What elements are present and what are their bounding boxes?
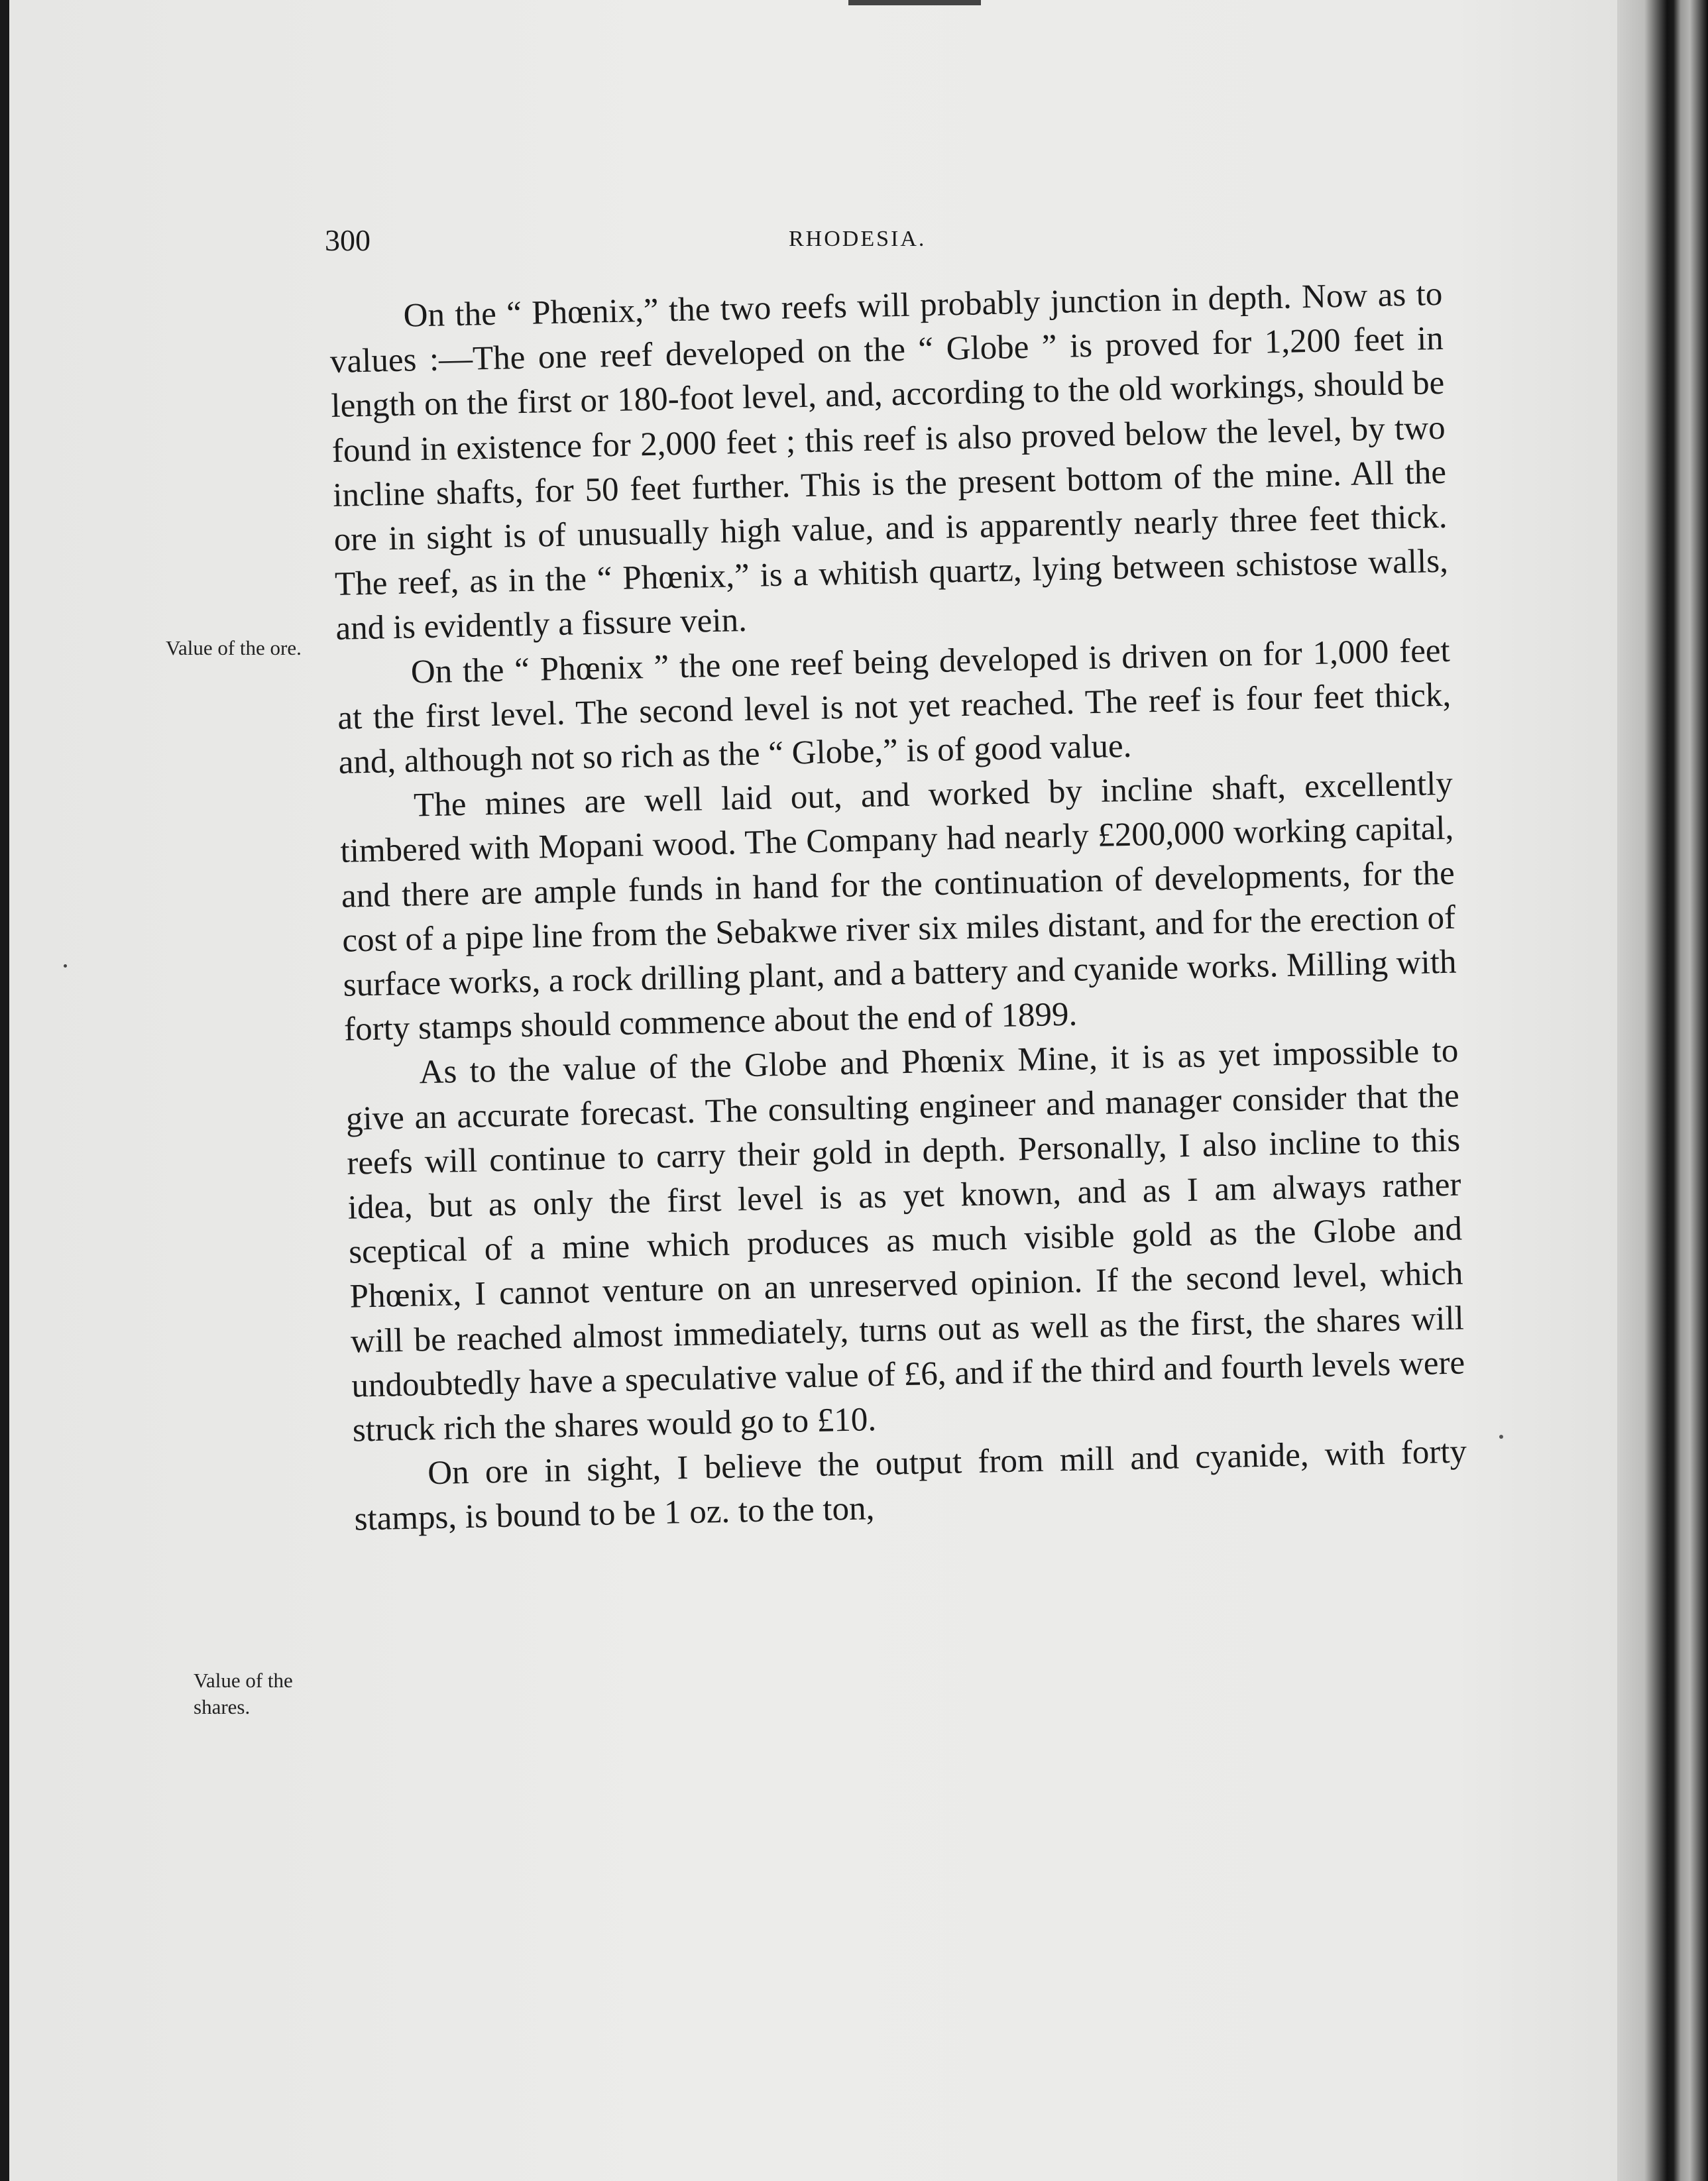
sidenote-value-of-ore xyxy=(166,635,318,661)
paragraph: On the “ Phœnix ” the one reef being developed is driven on for 1,000 feet at the first level. The second level is not yet reached. The reef is four feet thick, and, although not so rich as the “ Globe,” is of good value. xyxy=(337,632,1452,781)
scan-top-shadow xyxy=(848,0,981,5)
dust-speck xyxy=(64,964,67,968)
paragraph: On ore in sight, I believe the output from mill and cyanide, with forty stamps, is bound to be 1 oz. to the ton, xyxy=(354,1433,1467,1539)
dust-speck xyxy=(1499,1435,1503,1439)
running-head: RHODESIA. xyxy=(789,227,927,251)
sidenote-text: Value of the shares. xyxy=(194,1669,293,1718)
sidenote-value-of-shares xyxy=(194,1667,346,1720)
body-text xyxy=(329,272,1468,1542)
paragraph: The mines are well laid out, and worked by incline shaft, excellently timbered with Mopani wood. The Company had nearly £200,000 working capital, and there are ample funds in hand for the continuation of developments, for the cost of a pipe line from the Sebakwe river six miles distant, and for the erection of surface works, a rock drilling plant, and a battery and cyanide works. Milling with forty stamps should commence about the end of 1899. xyxy=(339,765,1457,1049)
book-gutter xyxy=(1617,0,1708,2181)
paragraph: As to the value of the Globe and Phœnix Mine, it is as yet impossible to give an accurate forecast. The consulting engineer and manager consider that the reefs will continue to carry their gold in depth. Personally, I also incline to this idea, but as only the first level is as yet known, and as I am always rather sceptical of a mine which produces as much visible gold as the Globe and Phœnix, I cannot venture on an unreserved opinion. If the second level, which will be reached almost immediately, turns out as well as the first, the shares will undoubtedly have a speculative value of £6, and if the third and fourth levels were struck rich the shares would go to £10. xyxy=(345,1033,1465,1449)
page-left-edge xyxy=(0,0,9,2181)
sidenote-text: Value of the ore. xyxy=(166,636,302,659)
paragraph: On the “ Phœnix,” the two reefs will probably junction in depth. Now as to values :—The one reef developed on the “ Globe ” is proved for 1,200 feet in length on the first or 180-foot level, and, according to the old workings, should be found in existence for 2,000 feet ; this reef is also proved below the level, by two incline shafts, for 50 feet further. This is the present bottom of the mine. All the ore in sight is of unusually high value, and is apparently nearly three feet thick. The reef, as in the “ Phœnix,” is a whitish quartz, lying between schistose walls, and is evidently a fissure vein. xyxy=(329,275,1449,648)
page-header xyxy=(325,223,1412,269)
page-number: 300 xyxy=(325,223,370,257)
